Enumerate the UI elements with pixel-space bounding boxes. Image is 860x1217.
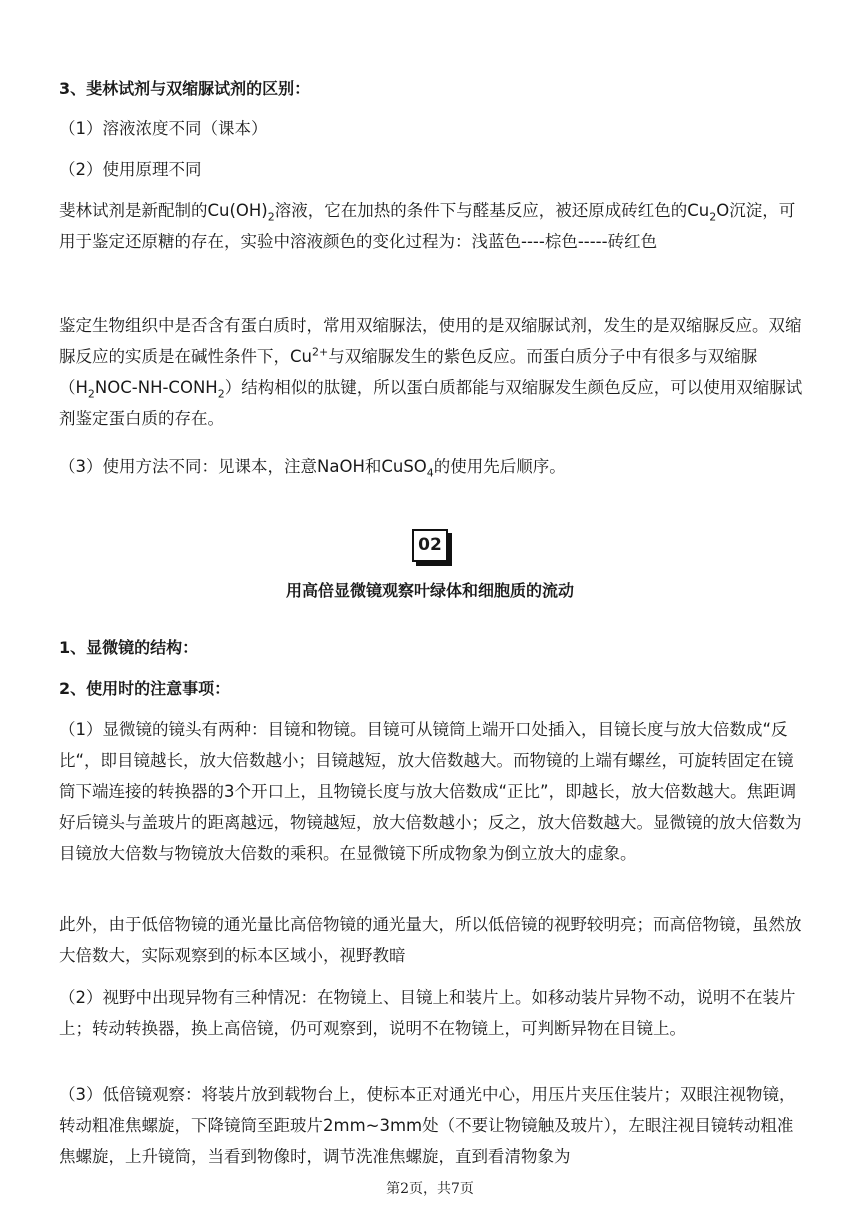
text-run: 鉴定生物组织中是否含有蛋白质时，常用双缩脲法，使用的是双缩脲试剂，发生的是双缩脲反应。双缩脲反应的实质是在碱性条件下，Cu <box>59 316 802 366</box>
subscript: 2 <box>709 210 717 224</box>
text-run: 与双缩脲发生的紫色反应。而蛋白质分子中有很多与双缩脲（H <box>59 347 758 397</box>
text-run: ）结构相似的肽键，所以蛋白质都能与双缩脲发生颜色反应，可以使用双缩脲试剂鉴定蛋白质的存在。 <box>59 378 803 428</box>
paragraph-biuret <box>59 310 803 434</box>
section-heading: 3、斐林试剂与双缩脲试剂的区别： <box>59 79 311 98</box>
subscript: 2 <box>217 387 225 401</box>
text-run: O沉淀，可用于鉴定还原糖的存在，实验中溶液颜色的变化过程为：浅蓝色----棕色-----砖红色 <box>59 201 796 251</box>
section-number-badge: 02 <box>412 529 448 562</box>
subscript: 4 <box>426 466 434 480</box>
text-run: 溶液，它在加热的条件下与醛基反应，被还原成砖红色的Cu <box>274 201 710 220</box>
section-heading: 2、使用时的注意事项： <box>59 679 231 698</box>
text-run: 的使用先后顺序。 <box>433 457 566 476</box>
paragraph: （2）视野中出现异物有三种情况：在物镜上、目镜上和装片上。如移动装片异物不动，说明不在装片上；转动转换器，换上高倍镜，仍可观察到，说明不在物镜上，可判断异物在目镜上。 <box>59 988 796 1038</box>
page-footer: 第2页，共7页 <box>386 1181 474 1197</box>
list-item <box>59 451 803 482</box>
superscript: 2+ <box>311 345 329 359</box>
section-title: 用高倍显微镜观察叶绿体和细胞质的流动 <box>285 581 574 600</box>
list-item: （1）溶液浓度不同（课本） <box>59 119 268 138</box>
text-run: NOC-NH-CONH <box>94 378 218 397</box>
subscript: 2 <box>267 210 275 224</box>
text-run: （3）使用方法不同：见课本，注意NaOH和CuSO <box>59 457 427 476</box>
paragraph: （1）显微镜的镜头有两种：目镜和物镜。目镜可从镜筒上端开口处插入，目镜长度与放大倍数成“反比“，即目镜越长，放大倍数越小；目镜越短，放大倍数越大。而物镜的上端有螺丝，可旋转固定在镜筒下端连接的转换器的3个开口上，且物镜长度与放大倍数成“正比”，即越长，放大倍数越大。焦距调好后镜头与盖玻片的距离越远，物镜越短，放大倍数越小；反之，放大倍数越大。显微镜的放大倍数为目镜放大倍数与物镜放大倍数的乘积。在显微镜下所成物象为倒立放大的虚象。 <box>59 720 802 863</box>
subscript: 2 <box>87 387 95 401</box>
list-item: （2）使用原理不同 <box>59 160 202 179</box>
paragraph: （3）低倍镜观察：将装片放到载物台上，使标本正对通光中心，用压片夹压住装片；双眼注视物镜，转动粗准焦螺旋，下降镜筒至距玻片2mm~3mm处（不要让物镜触及玻片），左眼注视目镜转动粗准焦螺旋，上升镜筒，当看到物像时，调节洗准焦螺旋，直到看清物象为 <box>59 1085 796 1166</box>
paragraph: 此外，由于低倍物镜的通光量比高倍物镜的通光量大，所以低倍镜的视野较明亮；而高倍物镜，虽然放大倍数大，实际观察到的标本区域小，视野教暗 <box>59 915 802 965</box>
paragraph-fehling <box>59 195 803 257</box>
text-run: 斐林试剂是新配制的Cu(OH) <box>59 201 268 220</box>
section-heading: 1、显微镜的结构： <box>59 638 199 657</box>
